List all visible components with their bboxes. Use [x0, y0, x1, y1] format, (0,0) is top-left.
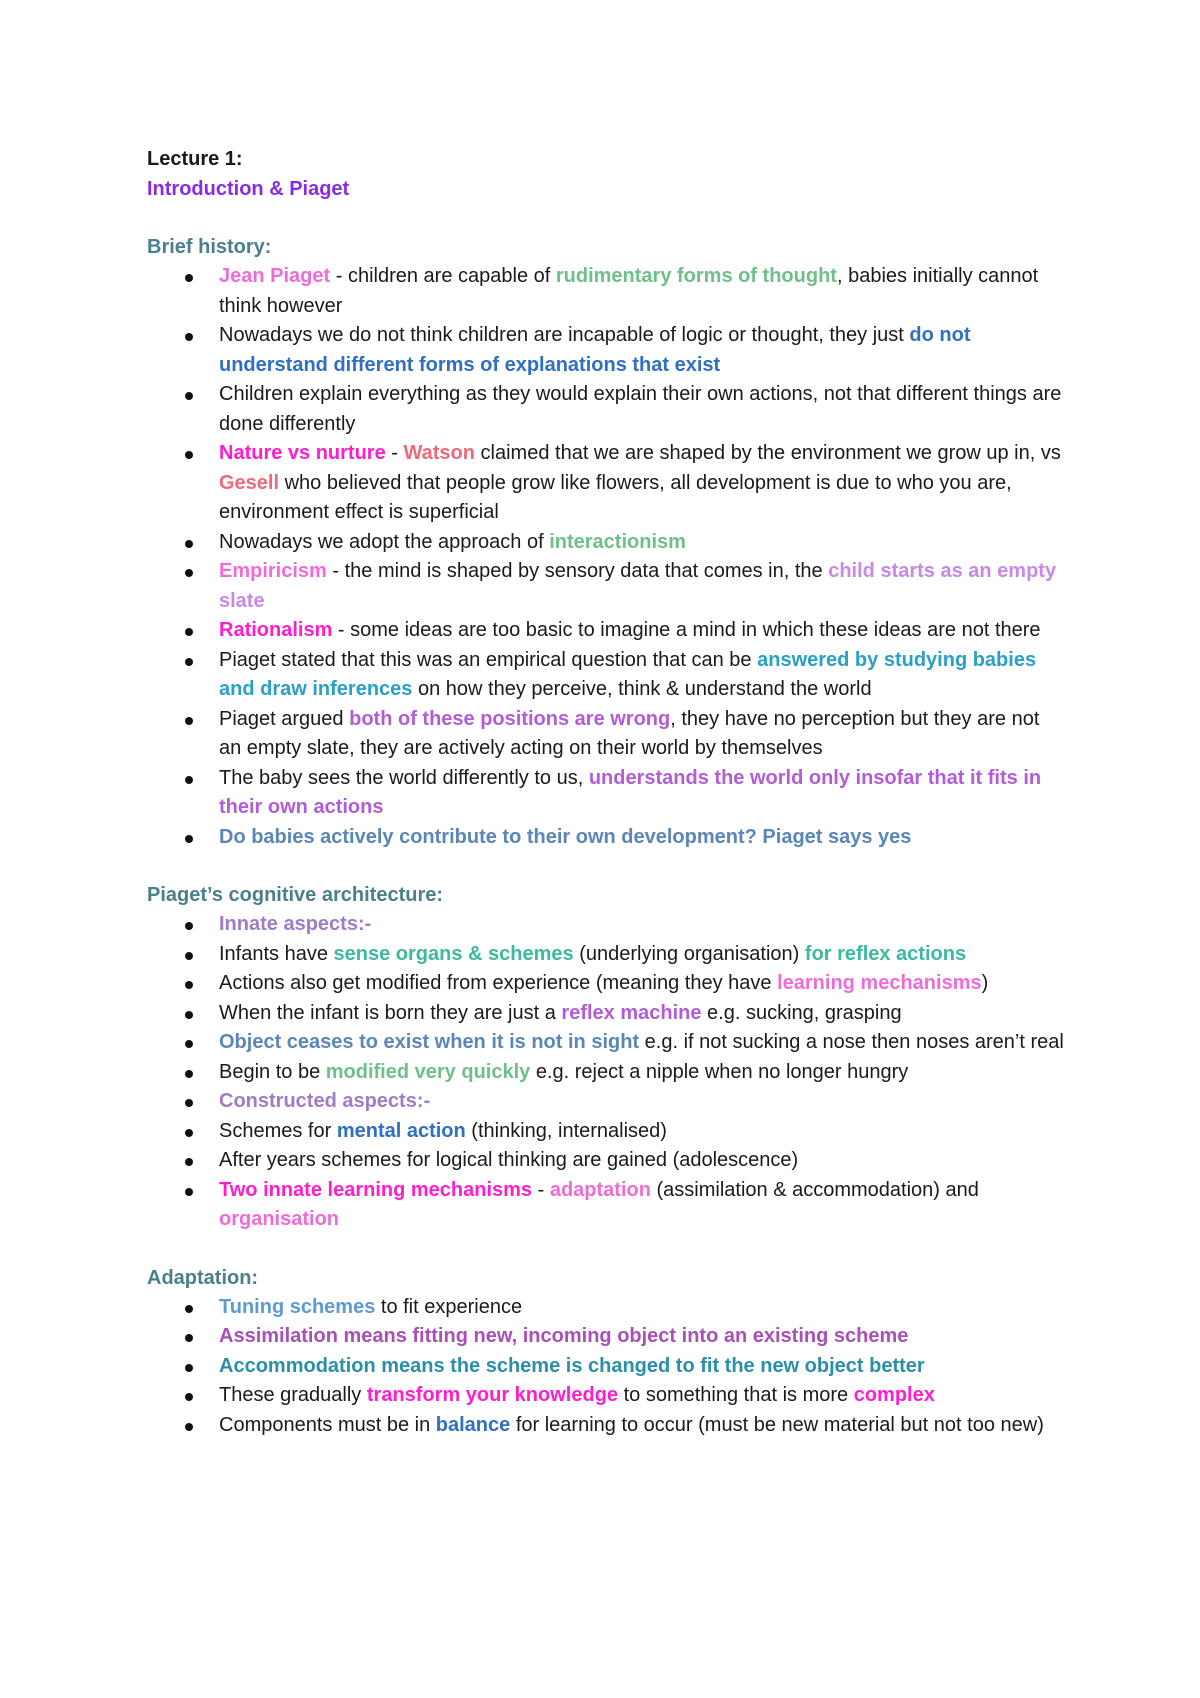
list-item	[147, 528, 1067, 558]
highlighted-term: Do babies actively contribute to their own development? Piaget says yes	[219, 825, 912, 848]
highlighted-term: organisation	[219, 1208, 340, 1230]
body-text: These gradually	[219, 1384, 367, 1406]
body-text: , they have no perception but they are not an empty slate, they are actively acting on their world by themselves	[219, 707, 1040, 759]
body-text: Children explain everything as they would explain their own actions, not that different things are done differently	[219, 383, 1062, 435]
list-item	[147, 1058, 1067, 1088]
bullet-list	[147, 262, 1067, 852]
body-text: to fit experience	[375, 1295, 523, 1318]
list-item	[147, 1352, 1067, 1382]
highlighted-term: Innate aspects:-	[219, 913, 372, 935]
highlighted-term: Gesell	[219, 471, 280, 494]
highlighted-term: interactionism	[549, 530, 686, 553]
body-text: After years schemes for logical thinking are gained (adolescence)	[219, 1149, 799, 1171]
highlighted-term: rudimentary forms of thought	[555, 265, 837, 287]
highlighted-term: transform your knowledge	[366, 1384, 619, 1406]
body-text: claimed that we are shaped by the environment we grow up in, vs	[474, 442, 1061, 464]
list-item	[147, 823, 1067, 853]
list-item	[147, 1411, 1067, 1441]
body-text: , babies initially cannot think however	[219, 265, 1039, 317]
highlighted-term: child starts as an empty slate	[219, 560, 1057, 612]
body-text: )	[981, 972, 989, 994]
list-item	[147, 1293, 1067, 1323]
list-item	[147, 940, 1067, 970]
highlighted-term: answered by studying babies and draw inferences	[219, 648, 1037, 700]
lecture-title: Lecture 1:	[147, 148, 243, 170]
body-text: on how they perceive, think & understand the world	[412, 678, 872, 700]
list-item	[147, 262, 1067, 321]
section-adaptation	[147, 1263, 1067, 1441]
highlighted-term: Accommodation means the scheme is changed to fit the new object better	[219, 1354, 925, 1377]
section-heading: Adaptation:	[147, 1266, 259, 1289]
body-text: Piaget argued	[219, 707, 350, 730]
list-item	[147, 1381, 1067, 1411]
body-text: (thinking, internalised)	[465, 1119, 667, 1142]
section-brief-history	[147, 232, 1067, 852]
list-item	[147, 1028, 1067, 1058]
body-text: Components must be in	[219, 1413, 436, 1436]
list-item	[147, 1087, 1067, 1117]
list-item	[147, 616, 1067, 646]
body-text: to something that is more	[618, 1384, 854, 1406]
body-text: - some ideas are too basic to imagine a mind in which these ideas are not there	[332, 619, 1041, 641]
highlighted-term: reflex machine	[561, 1001, 702, 1024]
body-text: Infants have	[219, 942, 334, 965]
body-text: Begin to be	[219, 1060, 326, 1083]
body-text: Actions also get modified from experience (meaning they have	[219, 972, 778, 994]
list-item	[147, 705, 1067, 764]
body-text: (underlying organisation)	[573, 942, 805, 965]
body-text: (assimilation & accommodation) and	[650, 1178, 979, 1201]
list-item	[147, 380, 1067, 439]
highlighted-term: Tuning schemes	[219, 1295, 376, 1318]
highlighted-term: Jean Piaget	[219, 265, 331, 287]
highlighted-term: learning mechanisms	[777, 972, 982, 994]
body-text: -	[532, 1178, 550, 1201]
body-text: The baby sees the world differently to us,	[219, 766, 589, 789]
list-item	[147, 646, 1067, 705]
list-item	[147, 1117, 1067, 1147]
body-text: for learning to occur (must be new material but not too new)	[510, 1413, 1044, 1436]
body-text: e.g. reject a nipple when no longer hungry	[530, 1060, 909, 1083]
list-item	[147, 439, 1067, 528]
section-cognitive-architecture	[147, 880, 1067, 1235]
highlighted-term: balance	[435, 1413, 511, 1436]
highlighted-term: modified very quickly	[325, 1060, 531, 1083]
section-heading: Brief history:	[147, 236, 272, 258]
body-text: Nowadays we adopt the approach of	[219, 530, 550, 553]
highlighted-term: Two innate learning mechanisms	[219, 1178, 533, 1201]
body-text: Schemes for	[219, 1119, 337, 1142]
section-heading: Piaget’s cognitive architecture:	[147, 884, 444, 906]
body-text: -	[385, 442, 404, 464]
highlighted-term: sense organs & schemes	[333, 942, 574, 965]
highlighted-term: Rationalism	[219, 619, 333, 641]
highlighted-term: do not understand different forms of explanations that exist	[219, 324, 971, 376]
document-page	[147, 144, 1067, 1440]
highlighted-term: adaptation	[549, 1178, 651, 1201]
highlighted-term: Watson	[403, 442, 475, 464]
bullet-list	[147, 1293, 1067, 1441]
list-item	[147, 999, 1067, 1029]
body-text: - the mind is shaped by sensory data that comes in, the	[326, 560, 829, 582]
highlighted-term: Empiricism	[219, 560, 327, 582]
body-text: who believed that people grow like flowers, all development is due to who you are, environment effect is superficial	[219, 471, 1012, 523]
highlighted-term: understands the world only insofar that it fits in their own actions	[219, 766, 1042, 818]
highlighted-term: Constructed aspects:-	[219, 1090, 431, 1112]
list-item	[147, 321, 1067, 380]
list-item	[147, 1176, 1067, 1235]
highlighted-term: both of these positions are wrong	[349, 707, 671, 730]
body-text: When the infant is born they are just a	[219, 1001, 562, 1024]
highlighted-term: Object ceases to exist when it is not in sight	[219, 1031, 640, 1053]
highlighted-term: Nature vs nurture	[219, 442, 386, 464]
list-item	[147, 1322, 1067, 1352]
list-item	[147, 1146, 1067, 1176]
highlighted-term: complex	[853, 1384, 935, 1406]
body-text: e.g. if not sucking a nose then noses aren’t real	[639, 1031, 1064, 1053]
highlighted-term: mental action	[336, 1119, 466, 1142]
body-text: Nowadays we do not think children are incapable of logic or thought, they just	[219, 324, 910, 346]
lecture-subtitle: Introduction & Piaget	[147, 178, 350, 200]
list-item	[147, 557, 1067, 616]
list-item	[147, 910, 1067, 940]
body-text: e.g. sucking, grasping	[701, 1001, 902, 1024]
highlighted-term: Assimilation means fitting new, incoming object into an existing scheme	[219, 1325, 909, 1347]
body-text: Piaget stated that this was an empirical question that can be	[219, 648, 758, 671]
list-item	[147, 764, 1067, 823]
bullet-list	[147, 910, 1067, 1235]
highlighted-term: for reflex actions	[804, 942, 967, 965]
list-item	[147, 969, 1067, 999]
body-text: - children are capable of	[330, 265, 556, 287]
